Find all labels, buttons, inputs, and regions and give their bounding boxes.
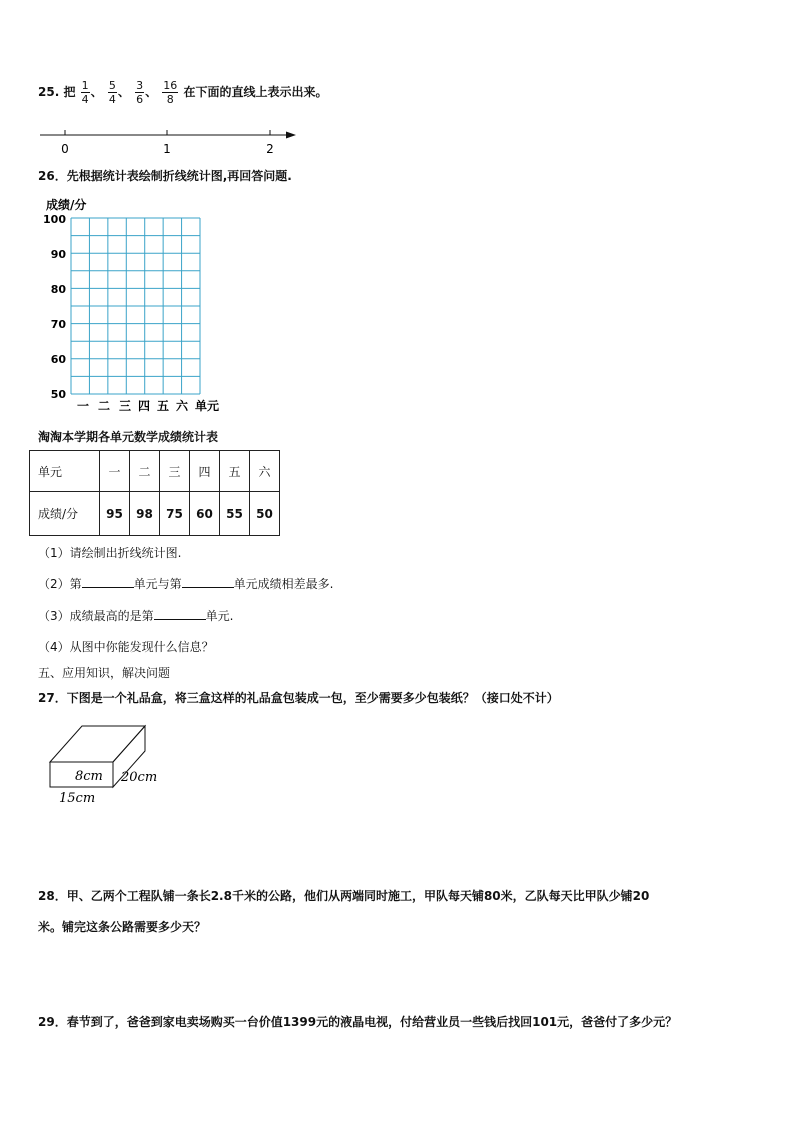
- score-cell: 50: [250, 492, 280, 536]
- grid: [71, 218, 200, 394]
- x-tick-5: 五: [156, 399, 170, 413]
- gift-box-diagram: [45, 720, 175, 810]
- number-line: [38, 126, 303, 158]
- header-cell: 四: [190, 451, 220, 492]
- sub-question-2: （2）第 单元与第 单元成绩相差最多.: [38, 577, 334, 591]
- score-table: [29, 450, 280, 536]
- y-tick-100: 100: [43, 213, 66, 226]
- tick-label-1: 1: [163, 142, 171, 156]
- header-cell: 六: [250, 451, 280, 492]
- fraction-1: $\frac{1}{4}$: [81, 79, 89, 106]
- question-29: 29．春节到了，爸爸到家电卖场购买一台价值1399元的液晶电视，付给营业员一些钱后找回101元，爸爸付了多少元？: [38, 1015, 678, 1029]
- score-cell: 55: [220, 492, 250, 536]
- question-26: 26．先根据统计表绘制折线统计图,再回答问题.: [38, 169, 292, 183]
- height-label: 8cm: [75, 769, 103, 784]
- header-cell: 单元: [30, 451, 100, 492]
- score-cell: 98: [130, 492, 160, 536]
- question-number: 25.: [38, 85, 60, 99]
- y-tick-50: 50: [50, 388, 66, 401]
- y-axis-label: 成绩/分: [46, 198, 87, 212]
- depth-label: 20cm: [121, 770, 158, 785]
- row-label: 成绩/分: [30, 492, 100, 536]
- x-tick-4: 四: [137, 399, 151, 413]
- x-tick-6: 六: [175, 399, 189, 413]
- table-title: 淘淘本学期各单元数学成绩统计表: [38, 430, 219, 444]
- question-prefix: 把: [63, 85, 76, 99]
- score-cell: 60: [190, 492, 220, 536]
- answer-blank[interactable]: [182, 577, 234, 588]
- score-cell: 95: [100, 492, 130, 536]
- question-28-line-2: 米。铺完这条公路需要多少天？: [38, 920, 207, 934]
- fraction-2: $\frac{5}{4}$: [108, 79, 116, 106]
- length-label: 15cm: [59, 791, 96, 806]
- y-tick-90: 90: [50, 248, 66, 261]
- sub-question-4: （4）从图中你能发现什么信息？: [38, 640, 214, 654]
- fraction-4: $\frac{16}{8}$: [163, 79, 178, 106]
- fraction-3: $\frac{3}{6}$: [136, 79, 144, 106]
- answer-blank[interactable]: [154, 609, 206, 620]
- tick-label-0: 0: [61, 142, 69, 156]
- empty-grid-chart: [38, 195, 238, 417]
- x-tick-2: 二: [97, 399, 111, 413]
- question-27: 27．下图是一个礼品盒，将三盒这样的礼品盒包装成一包，至少需要多少包装纸？（接口处不计）: [38, 691, 559, 705]
- x-axis-label: 单元: [194, 399, 220, 413]
- x-tick-3: 三: [118, 399, 132, 413]
- header-cell: 五: [220, 451, 250, 492]
- score-cell: 75: [160, 492, 190, 536]
- question-25: 25. 把 $\frac{1}{4}$ 、 $\frac{5}{4}$ 、 $\frac{3}{6}$ 、 $\frac{16}{8}$ 在下面的直线上表示出来。: [38, 79, 328, 106]
- sub-question-3: （3）成绩最高的是第 单元.: [38, 609, 234, 623]
- table-row: [30, 451, 280, 492]
- question-suffix: 在下面的直线上表示出来。: [183, 85, 328, 99]
- header-cell: 二: [130, 451, 160, 492]
- y-tick-70: 70: [50, 318, 66, 331]
- tick-label-2: 2: [266, 142, 274, 156]
- y-tick-60: 60: [50, 353, 66, 366]
- header-cell: 三: [160, 451, 190, 492]
- table-row: [30, 492, 280, 536]
- answer-blank[interactable]: [82, 577, 134, 588]
- section-heading: 五、应用知识，解决问题: [38, 666, 171, 680]
- question-28-line-1: 28．甲、乙两个工程队铺一条长2.8千米的公路，他们从两端同时施工，甲队每天铺80米，乙队每天比甲队少铺20: [38, 889, 650, 903]
- header-cell: 一: [100, 451, 130, 492]
- y-tick-80: 80: [50, 283, 66, 296]
- sub-question-1: （1）请绘制出折线统计图.: [38, 546, 182, 560]
- x-tick-1: 一: [76, 399, 90, 413]
